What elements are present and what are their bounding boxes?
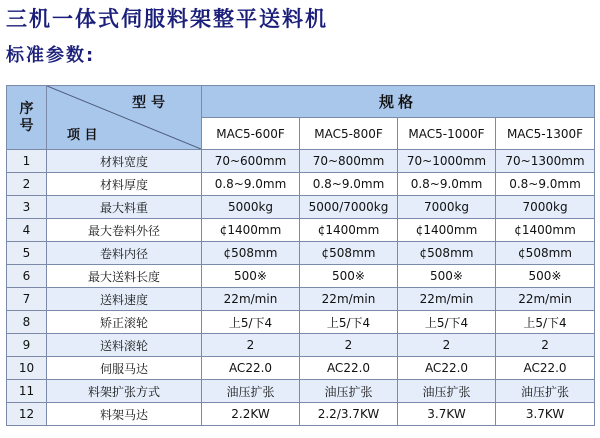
spec-table: [6, 85, 595, 426]
row-value: ¢508mm: [300, 242, 398, 265]
row-value: 70~1300mm: [496, 150, 595, 173]
row-value: 上5/下4: [202, 311, 300, 334]
row-value: ¢1400mm: [496, 219, 595, 242]
type-label: 型 号: [132, 95, 165, 111]
table-row: [7, 196, 595, 219]
row-number: 6: [7, 265, 47, 288]
row-value: 2: [496, 334, 595, 357]
diagonal-header-cell: [47, 86, 202, 150]
row-value: 7000kg: [496, 196, 595, 219]
row-value: 上5/下4: [300, 311, 398, 334]
model-header: MAC5-1000F: [398, 118, 496, 150]
seq-header: 序号: [7, 86, 47, 150]
row-value: 2.2KW: [202, 403, 300, 426]
row-value: 上5/下4: [398, 311, 496, 334]
row-item: 最大卷料外径: [47, 219, 202, 242]
row-value: 70~800mm: [300, 150, 398, 173]
row-number: 7: [7, 288, 47, 311]
row-value: 500※: [398, 265, 496, 288]
row-value: ¢508mm: [496, 242, 595, 265]
row-value: 500※: [496, 265, 595, 288]
row-item: 卷料内径: [47, 242, 202, 265]
model-header: MAC5-800F: [300, 118, 398, 150]
table-row: [7, 288, 595, 311]
row-item: 材料厚度: [47, 173, 202, 196]
section-subtitle: 标准参数:: [6, 45, 96, 66]
row-number: 12: [7, 403, 47, 426]
row-value: 上5/下4: [496, 311, 595, 334]
row-item: 伺服马达: [47, 357, 202, 380]
row-value: 油压扩张: [202, 380, 300, 403]
item-label: 项 目: [67, 128, 98, 143]
row-value: ¢508mm: [398, 242, 496, 265]
row-value: 2.2/3.7KW: [300, 403, 398, 426]
row-number: 8: [7, 311, 47, 334]
page-title: 三机一体式伺服料架整平送料机: [6, 7, 328, 31]
row-value: 油压扩张: [496, 380, 595, 403]
table-row: [7, 242, 595, 265]
table-row: [7, 173, 595, 196]
row-number: 2: [7, 173, 47, 196]
row-number: 4: [7, 219, 47, 242]
row-value: AC22.0: [496, 357, 595, 380]
row-value: 0.8~9.0mm: [398, 173, 496, 196]
table-row: [7, 403, 595, 426]
row-number: 11: [7, 380, 47, 403]
model-header: MAC5-1300F: [496, 118, 595, 150]
row-value: 22m/min: [202, 288, 300, 311]
row-value: 油压扩张: [300, 380, 398, 403]
row-item: 最大送料长度: [47, 265, 202, 288]
row-value: 22m/min: [398, 288, 496, 311]
row-value: 22m/min: [300, 288, 398, 311]
row-number: 3: [7, 196, 47, 219]
row-value: ¢1400mm: [300, 219, 398, 242]
table-row: [7, 219, 595, 242]
table-row: [7, 357, 595, 380]
row-value: 3.7KW: [496, 403, 595, 426]
row-value: 2: [202, 334, 300, 357]
row-value: 0.8~9.0mm: [202, 173, 300, 196]
row-number: 1: [7, 150, 47, 173]
row-item: 送料滚轮: [47, 334, 202, 357]
row-value: AC22.0: [202, 357, 300, 380]
row-value: AC22.0: [300, 357, 398, 380]
row-value: 70~1000mm: [398, 150, 496, 173]
table-row: [7, 380, 595, 403]
row-value: 5000kg: [202, 196, 300, 219]
row-number: 5: [7, 242, 47, 265]
row-value: AC22.0: [398, 357, 496, 380]
row-value: 5000/7000kg: [300, 196, 398, 219]
row-item: 送料速度: [47, 288, 202, 311]
row-value: 70~600mm: [202, 150, 300, 173]
row-item: 料架马达: [47, 403, 202, 426]
row-number: 9: [7, 334, 47, 357]
row-value: ¢1400mm: [398, 219, 496, 242]
row-item: 料架扩张方式: [47, 380, 202, 403]
row-value: 2: [398, 334, 496, 357]
row-item: 最大料重: [47, 196, 202, 219]
row-number: 10: [7, 357, 47, 380]
row-value: ¢508mm: [202, 242, 300, 265]
row-value: 油压扩张: [398, 380, 496, 403]
row-value: 0.8~9.0mm: [496, 173, 595, 196]
table-row: [7, 334, 595, 357]
row-value: 22m/min: [496, 288, 595, 311]
row-value: ¢1400mm: [202, 219, 300, 242]
table-row: [7, 150, 595, 173]
row-value: 7000kg: [398, 196, 496, 219]
table-row: [7, 265, 595, 288]
row-value: 0.8~9.0mm: [300, 173, 398, 196]
row-value: 3.7KW: [398, 403, 496, 426]
row-item: 材料宽度: [47, 150, 202, 173]
model-header: MAC5-600F: [202, 118, 300, 150]
row-value: 500※: [300, 265, 398, 288]
table-row: [7, 311, 595, 334]
row-value: 2: [300, 334, 398, 357]
spec-header: 规格: [202, 86, 595, 118]
row-value: 500※: [202, 265, 300, 288]
row-item: 矫正滚轮: [47, 311, 202, 334]
